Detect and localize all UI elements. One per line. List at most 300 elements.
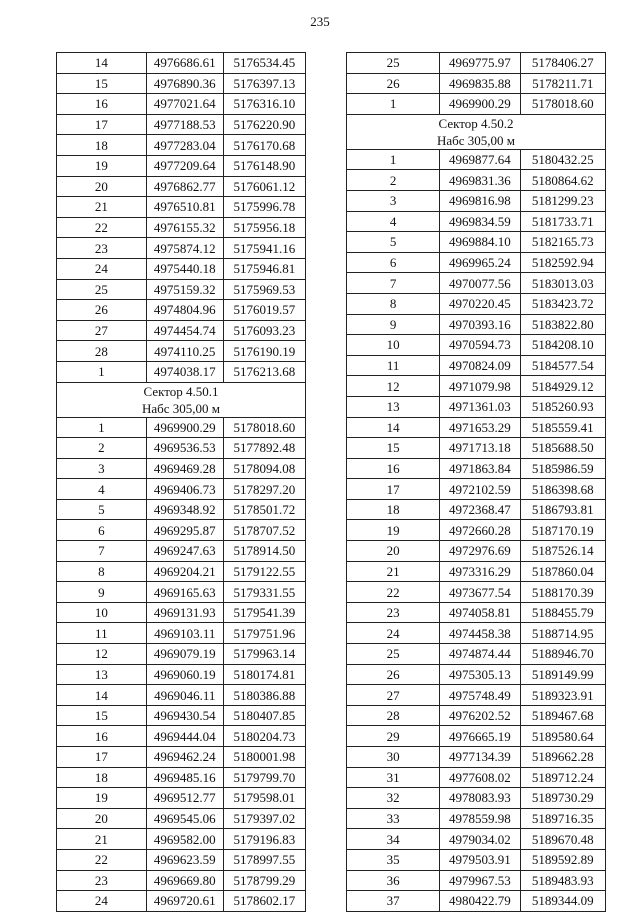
sector-elevation: Набс 305,00 м <box>141 400 221 416</box>
y-coordinate: 5181733.71 <box>520 211 605 232</box>
y-coordinate: 5176170.68 <box>223 135 305 156</box>
point-number: 16 <box>347 458 440 479</box>
y-coordinate: 5189592.89 <box>520 849 605 870</box>
y-coordinate: 5188170.39 <box>520 582 605 603</box>
table-row <box>57 479 306 500</box>
point-number: 25 <box>347 53 440 74</box>
point-number: 4 <box>347 211 440 232</box>
point-number: 8 <box>347 293 440 314</box>
point-number: 19 <box>57 788 147 809</box>
y-coordinate: 5184929.12 <box>520 376 605 397</box>
point-number: 7 <box>347 273 440 294</box>
table-row <box>347 747 606 768</box>
point-number: 34 <box>347 829 440 850</box>
table-row <box>347 73 606 94</box>
point-number: 20 <box>57 176 147 197</box>
x-coordinate: 4969720.61 <box>146 891 223 912</box>
y-coordinate: 5183822.80 <box>520 314 605 335</box>
table-row <box>57 94 306 115</box>
x-coordinate: 4976202.52 <box>440 705 520 726</box>
point-number: 32 <box>347 788 440 809</box>
x-coordinate: 4972660.28 <box>440 520 520 541</box>
table-row <box>347 891 606 912</box>
y-coordinate: 5175946.81 <box>223 258 305 279</box>
y-coordinate: 5176148.90 <box>223 155 305 176</box>
x-coordinate: 4975305.13 <box>440 664 520 685</box>
y-coordinate: 5176534.45 <box>223 53 305 74</box>
table-row <box>347 849 606 870</box>
table-row <box>57 53 306 74</box>
table-row <box>347 355 606 376</box>
table-row <box>347 149 606 170</box>
x-coordinate: 4977021.64 <box>146 94 223 115</box>
x-coordinate: 4969462.24 <box>146 747 223 768</box>
point-number: 33 <box>347 808 440 829</box>
point-number: 1 <box>347 149 440 170</box>
y-coordinate: 5176220.90 <box>223 114 305 135</box>
y-coordinate: 5178018.60 <box>520 94 605 115</box>
point-number: 7 <box>57 541 147 562</box>
point-number: 1 <box>347 94 440 115</box>
coordinates-table-left <box>56 52 306 912</box>
table-row <box>347 396 606 417</box>
table-row <box>57 217 306 238</box>
point-number: 13 <box>57 664 147 685</box>
table-row <box>57 664 306 685</box>
point-number: 20 <box>57 808 147 829</box>
x-coordinate: 4979503.91 <box>440 849 520 870</box>
table-row <box>347 53 606 74</box>
x-coordinate: 4973316.29 <box>440 561 520 582</box>
table-row <box>57 238 306 259</box>
point-number: 37 <box>347 891 440 912</box>
point-number: 14 <box>57 53 147 74</box>
y-coordinate: 5178707.52 <box>223 520 305 541</box>
table-row <box>57 520 306 541</box>
point-number: 16 <box>57 726 147 747</box>
point-number: 22 <box>57 217 147 238</box>
x-coordinate: 4972368.47 <box>440 499 520 520</box>
table-row <box>347 644 606 665</box>
point-number: 21 <box>57 829 147 850</box>
y-coordinate: 5175941.16 <box>223 238 305 259</box>
y-coordinate: 5189580.64 <box>520 726 605 747</box>
y-coordinate: 5179331.55 <box>223 582 305 603</box>
y-coordinate: 5185688.50 <box>520 438 605 459</box>
x-coordinate: 4974110.25 <box>146 341 223 362</box>
x-coordinate: 4969430.54 <box>146 705 223 726</box>
table-row <box>347 438 606 459</box>
x-coordinate: 4978083.93 <box>440 788 520 809</box>
y-coordinate: 5175969.53 <box>223 279 305 300</box>
x-coordinate: 4969060.19 <box>146 664 223 685</box>
y-coordinate: 5183013.03 <box>520 273 605 294</box>
y-coordinate: 5189716.35 <box>520 808 605 829</box>
sector-header-row <box>57 382 306 417</box>
point-number: 20 <box>347 541 440 562</box>
table-row <box>347 232 606 253</box>
sector-header-row <box>347 114 606 149</box>
table-row <box>57 341 306 362</box>
table-row <box>57 300 306 321</box>
y-coordinate: 5180432.25 <box>520 149 605 170</box>
x-coordinate: 4971079.98 <box>440 376 520 397</box>
point-number: 27 <box>347 685 440 706</box>
y-coordinate: 5189323.91 <box>520 685 605 706</box>
x-coordinate: 4969582.00 <box>146 829 223 850</box>
y-coordinate: 5178914.50 <box>223 541 305 562</box>
point-number: 29 <box>347 726 440 747</box>
x-coordinate: 4976890.36 <box>146 73 223 94</box>
x-coordinate: 4971361.03 <box>440 396 520 417</box>
y-coordinate: 5188455.79 <box>520 602 605 623</box>
table-row <box>57 438 306 459</box>
point-number: 6 <box>347 252 440 273</box>
y-coordinate: 5179598.01 <box>223 788 305 809</box>
x-coordinate: 4970824.09 <box>440 355 520 376</box>
table-row <box>57 135 306 156</box>
y-coordinate: 5176397.13 <box>223 73 305 94</box>
x-coordinate: 4969884.10 <box>440 232 520 253</box>
y-coordinate: 5179397.02 <box>223 808 305 829</box>
y-coordinate: 5188714.95 <box>520 623 605 644</box>
x-coordinate: 4969835.88 <box>440 73 520 94</box>
table-row <box>57 197 306 218</box>
y-coordinate: 5189149.99 <box>520 664 605 685</box>
y-coordinate: 5187860.04 <box>520 561 605 582</box>
y-coordinate: 5182165.73 <box>520 232 605 253</box>
point-number: 9 <box>347 314 440 335</box>
point-number: 26 <box>347 664 440 685</box>
x-coordinate: 4976686.61 <box>146 53 223 74</box>
point-number: 21 <box>57 197 147 218</box>
x-coordinate: 4976510.81 <box>146 197 223 218</box>
point-number: 6 <box>57 520 147 541</box>
point-number: 8 <box>57 561 147 582</box>
table-row <box>57 258 306 279</box>
point-number: 5 <box>347 232 440 253</box>
x-coordinate: 4969775.97 <box>440 53 520 74</box>
table-row <box>347 767 606 788</box>
point-number: 23 <box>57 870 147 891</box>
table-row <box>57 458 306 479</box>
point-number: 19 <box>347 520 440 541</box>
table-row <box>347 170 606 191</box>
x-coordinate: 4969247.63 <box>146 541 223 562</box>
point-number: 16 <box>57 94 147 115</box>
x-coordinate: 4970594.73 <box>440 335 520 356</box>
table-row <box>347 273 606 294</box>
x-coordinate: 4969079.19 <box>146 644 223 665</box>
point-number: 24 <box>57 258 147 279</box>
table-row <box>347 211 606 232</box>
y-coordinate: 5177892.48 <box>223 438 305 459</box>
y-coordinate: 5180001.98 <box>223 747 305 768</box>
x-coordinate: 4969816.98 <box>440 190 520 211</box>
y-coordinate: 5179122.55 <box>223 561 305 582</box>
y-coordinate: 5185260.93 <box>520 396 605 417</box>
table-row <box>347 479 606 500</box>
point-number: 18 <box>57 135 147 156</box>
x-coordinate: 4971653.29 <box>440 417 520 438</box>
y-coordinate: 5178094.08 <box>223 458 305 479</box>
x-coordinate: 4969348.92 <box>146 499 223 520</box>
point-number: 24 <box>347 623 440 644</box>
table-row <box>57 891 306 912</box>
point-number: 17 <box>347 479 440 500</box>
x-coordinate: 4969536.53 <box>146 438 223 459</box>
x-coordinate: 4972976.69 <box>440 541 520 562</box>
point-number: 35 <box>347 849 440 870</box>
x-coordinate: 4969131.93 <box>146 602 223 623</box>
x-coordinate: 4974038.17 <box>146 361 223 382</box>
table-row <box>347 561 606 582</box>
point-number: 15 <box>57 705 147 726</box>
table-row <box>347 685 606 706</box>
y-coordinate: 5186793.81 <box>520 499 605 520</box>
table-row <box>57 685 306 706</box>
point-number: 14 <box>57 685 147 706</box>
y-coordinate: 5175956.18 <box>223 217 305 238</box>
x-coordinate: 4969877.64 <box>440 149 520 170</box>
y-coordinate: 5182592.94 <box>520 252 605 273</box>
point-number: 3 <box>347 190 440 211</box>
y-coordinate: 5180407.85 <box>223 705 305 726</box>
point-number: 17 <box>57 114 147 135</box>
point-number: 14 <box>347 417 440 438</box>
x-coordinate: 4974458.38 <box>440 623 520 644</box>
x-coordinate: 4974874.44 <box>440 644 520 665</box>
y-coordinate: 5178406.27 <box>520 53 605 74</box>
table-row <box>57 747 306 768</box>
x-coordinate: 4977134.39 <box>440 747 520 768</box>
y-coordinate: 5184208.10 <box>520 335 605 356</box>
y-coordinate: 5186398.68 <box>520 479 605 500</box>
y-coordinate: 5180204.73 <box>223 726 305 747</box>
y-coordinate: 5180864.62 <box>520 170 605 191</box>
y-coordinate: 5187526.14 <box>520 541 605 562</box>
x-coordinate: 4969406.73 <box>146 479 223 500</box>
x-coordinate: 4974454.74 <box>146 320 223 341</box>
x-coordinate: 4977283.04 <box>146 135 223 156</box>
table-row <box>57 499 306 520</box>
point-number: 30 <box>347 747 440 768</box>
table-row <box>347 664 606 685</box>
point-number: 21 <box>347 561 440 582</box>
table-row <box>57 73 306 94</box>
table-row <box>347 499 606 520</box>
x-coordinate: 4979967.53 <box>440 870 520 891</box>
table-row <box>347 335 606 356</box>
table-row <box>57 279 306 300</box>
y-coordinate: 5178997.55 <box>223 849 305 870</box>
x-coordinate: 4974058.81 <box>440 602 520 623</box>
table-row <box>57 361 306 382</box>
x-coordinate: 4970077.56 <box>440 273 520 294</box>
point-number: 10 <box>57 602 147 623</box>
x-coordinate: 4969485.16 <box>146 767 223 788</box>
x-coordinate: 4969444.04 <box>146 726 223 747</box>
table-row <box>57 155 306 176</box>
y-coordinate: 5180386.88 <box>223 685 305 706</box>
table-row <box>347 623 606 644</box>
y-coordinate: 5176061.12 <box>223 176 305 197</box>
x-coordinate: 4976155.32 <box>146 217 223 238</box>
y-coordinate: 5181299.23 <box>520 190 605 211</box>
y-coordinate: 5185986.59 <box>520 458 605 479</box>
x-coordinate: 4975159.32 <box>146 279 223 300</box>
point-number: 26 <box>347 73 440 94</box>
y-coordinate: 5188946.70 <box>520 644 605 665</box>
x-coordinate: 4969204.21 <box>146 561 223 582</box>
x-coordinate: 4969900.29 <box>440 94 520 115</box>
table-row <box>57 788 306 809</box>
table-row <box>57 870 306 891</box>
y-coordinate: 5179196.83 <box>223 829 305 850</box>
point-number: 19 <box>57 155 147 176</box>
x-coordinate: 4969165.63 <box>146 582 223 603</box>
y-coordinate: 5179541.39 <box>223 602 305 623</box>
y-coordinate: 5189344.09 <box>520 891 605 912</box>
x-coordinate: 4971713.18 <box>440 438 520 459</box>
point-number: 26 <box>57 300 147 321</box>
y-coordinate: 5178297.20 <box>223 479 305 500</box>
table-row <box>347 190 606 211</box>
x-coordinate: 4974804.96 <box>146 300 223 321</box>
table-row <box>347 829 606 850</box>
y-coordinate: 5178211.71 <box>520 73 605 94</box>
point-number: 25 <box>347 644 440 665</box>
y-coordinate: 5189670.48 <box>520 829 605 850</box>
point-number: 2 <box>347 170 440 191</box>
x-coordinate: 4969965.24 <box>440 252 520 273</box>
y-coordinate: 5179963.14 <box>223 644 305 665</box>
table-row <box>57 602 306 623</box>
point-number: 28 <box>347 705 440 726</box>
point-number: 25 <box>57 279 147 300</box>
y-coordinate: 5189467.68 <box>520 705 605 726</box>
x-coordinate: 4969295.87 <box>146 520 223 541</box>
table-row <box>57 541 306 562</box>
y-coordinate: 5176190.19 <box>223 341 305 362</box>
y-coordinate: 5176316.10 <box>223 94 305 115</box>
x-coordinate: 4970393.16 <box>440 314 520 335</box>
y-coordinate: 5179751.96 <box>223 623 305 644</box>
y-coordinate: 5175996.78 <box>223 197 305 218</box>
x-coordinate: 4977608.02 <box>440 767 520 788</box>
sector-elevation: Набс 305,00 м <box>436 132 516 148</box>
table-row <box>57 767 306 788</box>
point-number: 22 <box>57 849 147 870</box>
table-row <box>347 252 606 273</box>
y-coordinate: 5178501.72 <box>223 499 305 520</box>
x-coordinate: 4969834.59 <box>440 211 520 232</box>
point-number: 1 <box>57 361 147 382</box>
x-coordinate: 4970220.45 <box>440 293 520 314</box>
table-row <box>347 582 606 603</box>
point-number: 10 <box>347 335 440 356</box>
x-coordinate: 4969831.36 <box>440 170 520 191</box>
table-row <box>57 808 306 829</box>
table-row <box>347 376 606 397</box>
y-coordinate: 5178799.29 <box>223 870 305 891</box>
point-number: 11 <box>347 355 440 376</box>
point-number: 13 <box>347 396 440 417</box>
point-number: 27 <box>57 320 147 341</box>
table-row <box>57 849 306 870</box>
sector-title: Сектор 4.50.1 <box>143 383 219 399</box>
y-coordinate: 5176213.68 <box>223 361 305 382</box>
point-number: 1 <box>57 417 147 438</box>
point-number: 23 <box>57 238 147 259</box>
table-row <box>347 417 606 438</box>
x-coordinate: 4972102.59 <box>440 479 520 500</box>
y-coordinate: 5189662.28 <box>520 747 605 768</box>
table-row <box>57 644 306 665</box>
table-row <box>57 582 306 603</box>
x-coordinate: 4976665.19 <box>440 726 520 747</box>
x-coordinate: 4969623.59 <box>146 849 223 870</box>
point-number: 5 <box>57 499 147 520</box>
sector-header <box>347 114 606 149</box>
table-row <box>347 870 606 891</box>
table-row <box>57 829 306 850</box>
x-coordinate: 4978559.98 <box>440 808 520 829</box>
x-coordinate: 4977188.53 <box>146 114 223 135</box>
x-coordinate: 4975440.18 <box>146 258 223 279</box>
table-row <box>57 114 306 135</box>
point-number: 18 <box>347 499 440 520</box>
x-coordinate: 4979034.02 <box>440 829 520 850</box>
point-number: 28 <box>57 341 147 362</box>
y-coordinate: 5184577.54 <box>520 355 605 376</box>
y-coordinate: 5189483.93 <box>520 870 605 891</box>
x-coordinate: 4971863.84 <box>440 458 520 479</box>
point-number: 31 <box>347 767 440 788</box>
table-row <box>347 541 606 562</box>
table-row <box>57 561 306 582</box>
table-row <box>57 623 306 644</box>
y-coordinate: 5187170.19 <box>520 520 605 541</box>
sector-header <box>57 382 306 417</box>
table-row <box>347 293 606 314</box>
point-number: 12 <box>57 644 147 665</box>
x-coordinate: 4969103.11 <box>146 623 223 644</box>
point-number: 18 <box>57 767 147 788</box>
table-row <box>57 176 306 197</box>
x-coordinate: 4973677.54 <box>440 582 520 603</box>
table-row <box>57 417 306 438</box>
table-row <box>347 705 606 726</box>
point-number: 2 <box>57 438 147 459</box>
sector-title: Сектор 4.50.2 <box>438 115 514 131</box>
point-number: 3 <box>57 458 147 479</box>
y-coordinate: 5183423.72 <box>520 293 605 314</box>
table-row <box>347 726 606 747</box>
point-number: 23 <box>347 602 440 623</box>
point-number: 9 <box>57 582 147 603</box>
x-coordinate: 4976862.77 <box>146 176 223 197</box>
x-coordinate: 4980422.79 <box>440 891 520 912</box>
y-coordinate: 5179799.70 <box>223 767 305 788</box>
x-coordinate: 4969669.80 <box>146 870 223 891</box>
x-coordinate: 4969900.29 <box>146 417 223 438</box>
point-number: 24 <box>57 891 147 912</box>
table-row <box>57 320 306 341</box>
point-number: 4 <box>57 479 147 500</box>
x-coordinate: 4975874.12 <box>146 238 223 259</box>
coordinates-table-right <box>346 52 606 912</box>
